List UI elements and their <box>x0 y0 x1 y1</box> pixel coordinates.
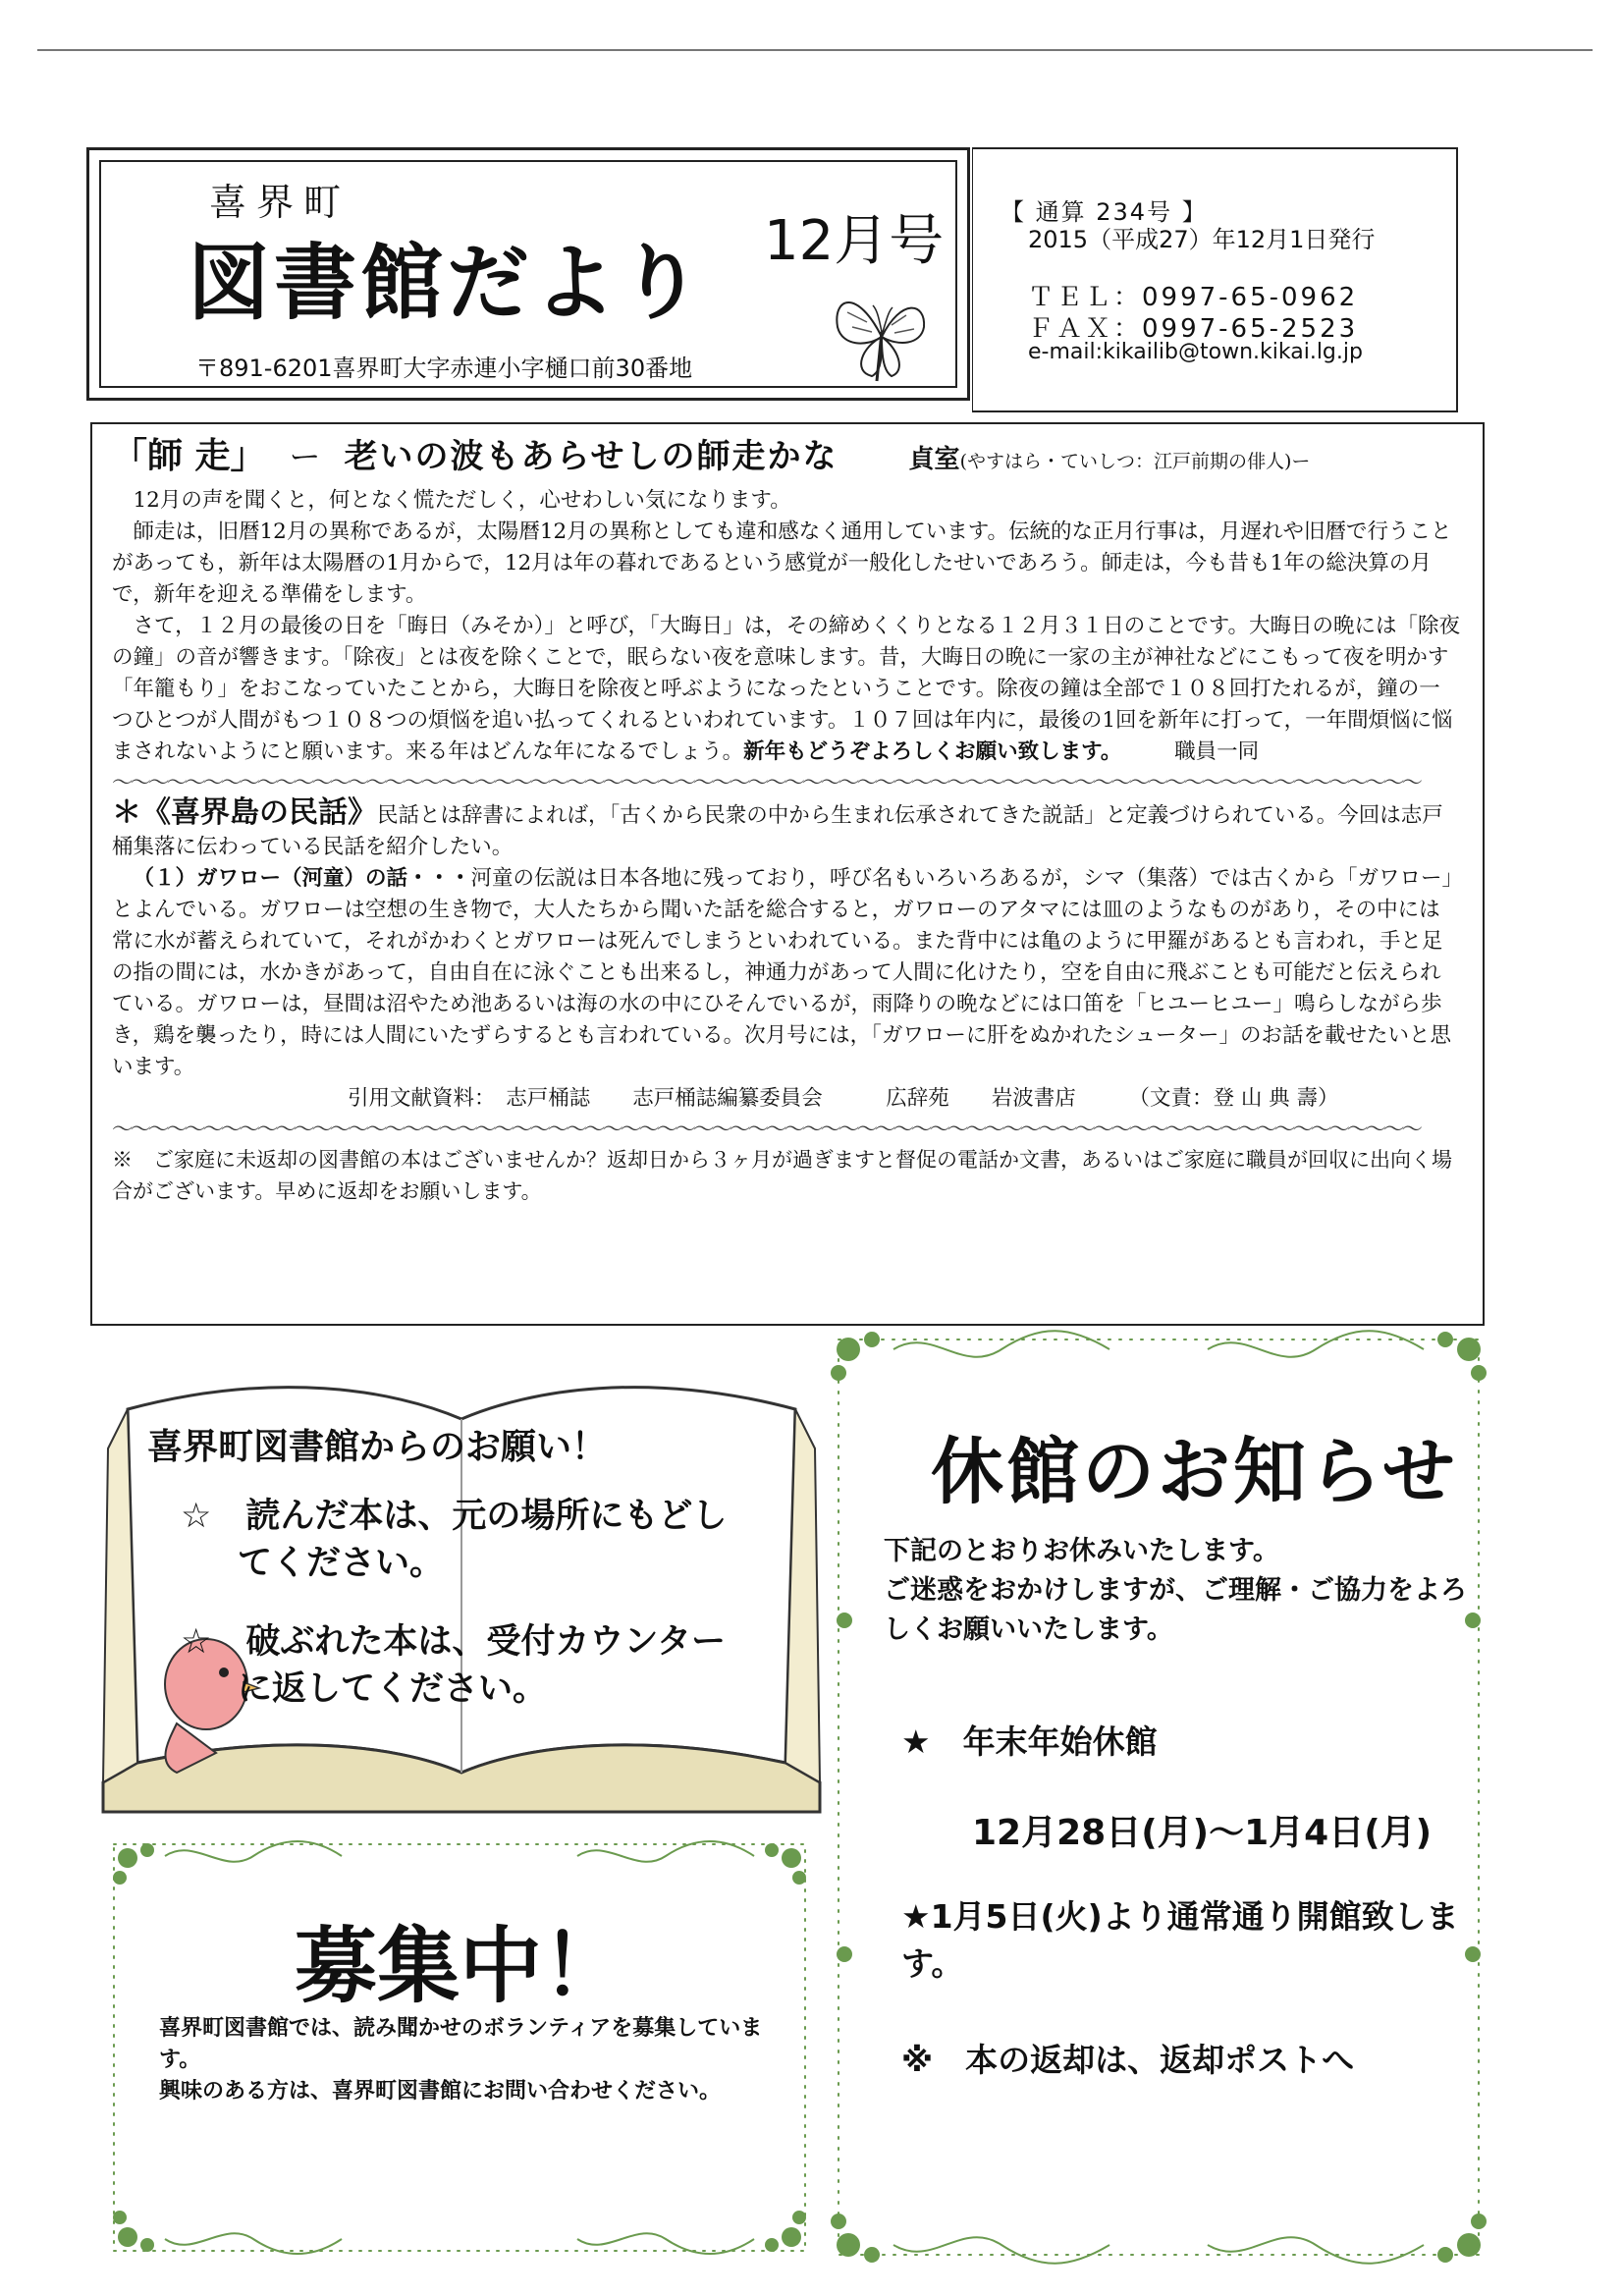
fax-number: ＦＡＸ：0997-65-2523 <box>1028 314 1359 344</box>
newsletter-title: 図書館だより <box>188 235 707 331</box>
minwa-intro <box>112 797 1461 863</box>
top-rule <box>37 49 1593 51</box>
recruit-line: 喜界町図書館では、読み聞かせのボランティアを募集しています。 <box>159 2016 763 2072</box>
book-return-notice: ※ 本の返却は、返却ポストへ <box>901 2041 1355 2079</box>
closure-intro <box>884 1532 1473 1650</box>
recruit-title: 募集中！ <box>295 1918 625 2014</box>
email-address: e-mail:kikailib@town.kikai.lg.jp <box>1028 340 1363 364</box>
haiku-author-note: (やすはら・ていしつ：江戸前期の俳人)ー <box>959 451 1311 472</box>
reopen-notice: ★1月5日(火)より通常通り開館致します。 <box>901 1897 1459 1983</box>
headline-haiku: 老いの波もあらせしの師走かな <box>344 437 839 476</box>
library-request <box>147 1419 756 1744</box>
issue-month: 12月号 <box>764 209 945 273</box>
closure-intro-line: ご迷惑をおかけしますが、ご理解・ご協力をよろしくお願いいたします。 <box>884 1575 1467 1645</box>
closure-intro-line: 下記のとおりお休みいたします。 <box>884 1536 1279 1566</box>
wave-divider: ～～～～～～～～～～～～～～～～～～～～～～～～～～～～～～～～～～～～～～～～～～～～～～～～～～～～～～～～～～～～～～～～～～～～～～～～ <box>112 1118 1421 1142</box>
closure-dates: 12月28日(月)～1月4日(月) <box>972 1813 1433 1853</box>
request-title: 喜界町図書館からのお願い！ <box>147 1427 608 1467</box>
masthead-inner-frame <box>99 160 957 388</box>
issue-date: 2015（平成27）年12月1日発行 <box>1028 226 1376 253</box>
library-address: 〒891-6201喜界町大字赤連小字樋口前30番地 <box>195 355 693 382</box>
article-paragraph: 12月の声を聞くと，何となく慌ただしく，心せわしい気になります。 <box>133 488 791 513</box>
issue-info-box <box>972 147 1458 412</box>
story-paragraph <box>112 863 1461 1083</box>
year-end-closure-heading: ★ 年末年始休館 <box>901 1722 1158 1761</box>
story-heading: （１）ガワロー（河童）の話・・・ <box>133 866 471 891</box>
return-notice: ※ ご家庭に未返却の図書館の本はございませんか？返却日から３ヶ月が過ぎますと督促の電話か文書，あるいはご家庭に職員が回収に出向く場合がございます。早めに返却をお願いします。 <box>112 1148 1452 1203</box>
story-text: 河童の伝説は日本各地に残っており，呼び名もいろいろあるが，シマ（集落）では古くから「ガワロー」とよんでいる。ガワローは空想の生き物で，大人たちから聞いた話を総合すると，ガワローのアタマには皿のようなものがあり，その中には常に水が蓄えられていて，それがかわくとガワローは死んでしまうといわれている。また背中には亀のように甲羅があるとも言われ，手と足の指の間には，水かきがあって，自由自在に泳ぐことも出来るし，神通力があって人間に化けたり，空を自由に飛ぶことも可能だと伝えられている。ガワローは，昼間は沼やため池あるいは海の水の中にひそんでいるが，雨降りの晩などには口笛を「ヒユーヒユー」鳴らしながら歩き，鶏を襲ったり，時には人間にいたずらするとも言われている。次月号には，「ガワローに肝をぬかれたシューター」のお話を載せたいと思います。 <box>112 866 1453 1079</box>
minwa-intro-text: 民話とは辞書によれば，「古くから民衆の中から生まれ伝承されてきた説話」と定義づけられている。今回は志戸桶集落に伝わっている民話を紹介したい。 <box>112 803 1443 859</box>
new-year-greeting: 新年もどうぞよろしくお願い致します。 <box>743 739 1111 764</box>
staff-signature: 職員一同 <box>1174 739 1260 764</box>
article-box <box>90 422 1485 1326</box>
recruit-line: 興味のある方は、喜界町図書館にお問い合わせください。 <box>159 2079 722 2104</box>
minwa-title: ＊《喜界島の民話》 <box>112 795 377 830</box>
masthead <box>86 147 970 401</box>
article-paragraph: 師走は，旧暦12月の異称であるが，太陽暦12月の異称としても違和感なく通用しています。伝統的な正月行事は，月遅れや旧暦で行うことがあっても，新年は太陽暦の1月からで，12月は年の暮れであるという感覚が一般化したせいであろう。師走は，今も昔も1年の総決算の月で，新年を迎える準備をします。 <box>112 519 1452 607</box>
headline-shiwasu: 「師 走」 <box>112 435 266 476</box>
request-item: ☆ 読んだ本は、元の場所にもどしてください。 <box>181 1497 728 1583</box>
article-headline <box>112 435 1461 485</box>
butterfly-icon <box>828 278 936 386</box>
citation-line: 引用文献資料： 志戸桶誌 志戸桶誌編纂委員会 広辞苑 岩波書店 （文責：登 山 典 壽） <box>348 1086 1339 1111</box>
closure-title: 休館のお知らせ <box>931 1430 1458 1514</box>
headline-dash: ー <box>289 438 321 475</box>
haiku-author: 貞室 <box>908 445 960 474</box>
recruit-body <box>159 2013 797 2107</box>
wave-divider: ～～～～～～～～～～～～～～～～～～～～～～～～～～～～～～～～～～～～～～～～～～～～～～～～～～～～～～～～～～～～～～～～～～～～～～～～ <box>112 771 1421 795</box>
town-name: 喜界町 <box>209 181 352 224</box>
serial-number: 【 通算 234号 】 <box>1001 198 1208 226</box>
article-paragraph <box>112 611 1461 768</box>
article-paragraph-text: さて，１２月の最後の日を「晦日（みそか）」と呼び，「大晦日」は，その締めくくりとなる１２月３１日のことです。大晦日の晩には「除夜の鐘」の音が響きます。「除夜」とは夜を除くことで，眠らない夜を意味します。昔，大晦日の晩に一家の主が神社などにこもって夜を明かす「年籠もり」をおこなっていたことから，大晦日を除夜と呼ぶようになったということです。除夜の鐘は全部で１０８回打たれるが，鐘の一つひとつが人間がもつ１０８つの煩悩を追い払ってくれるといわれています。１０７回は年内に，最後の1回を新年に打って，一年間煩悩に悩まされないようにと願います。来る年はどんな年になるでしょう。 <box>112 614 1460 764</box>
request-item: ☆ 破ぶれた本は、受付カウンターに返してください。 <box>181 1622 726 1709</box>
tel-number: ＴＥＬ：0997-65-0962 <box>1028 283 1359 312</box>
